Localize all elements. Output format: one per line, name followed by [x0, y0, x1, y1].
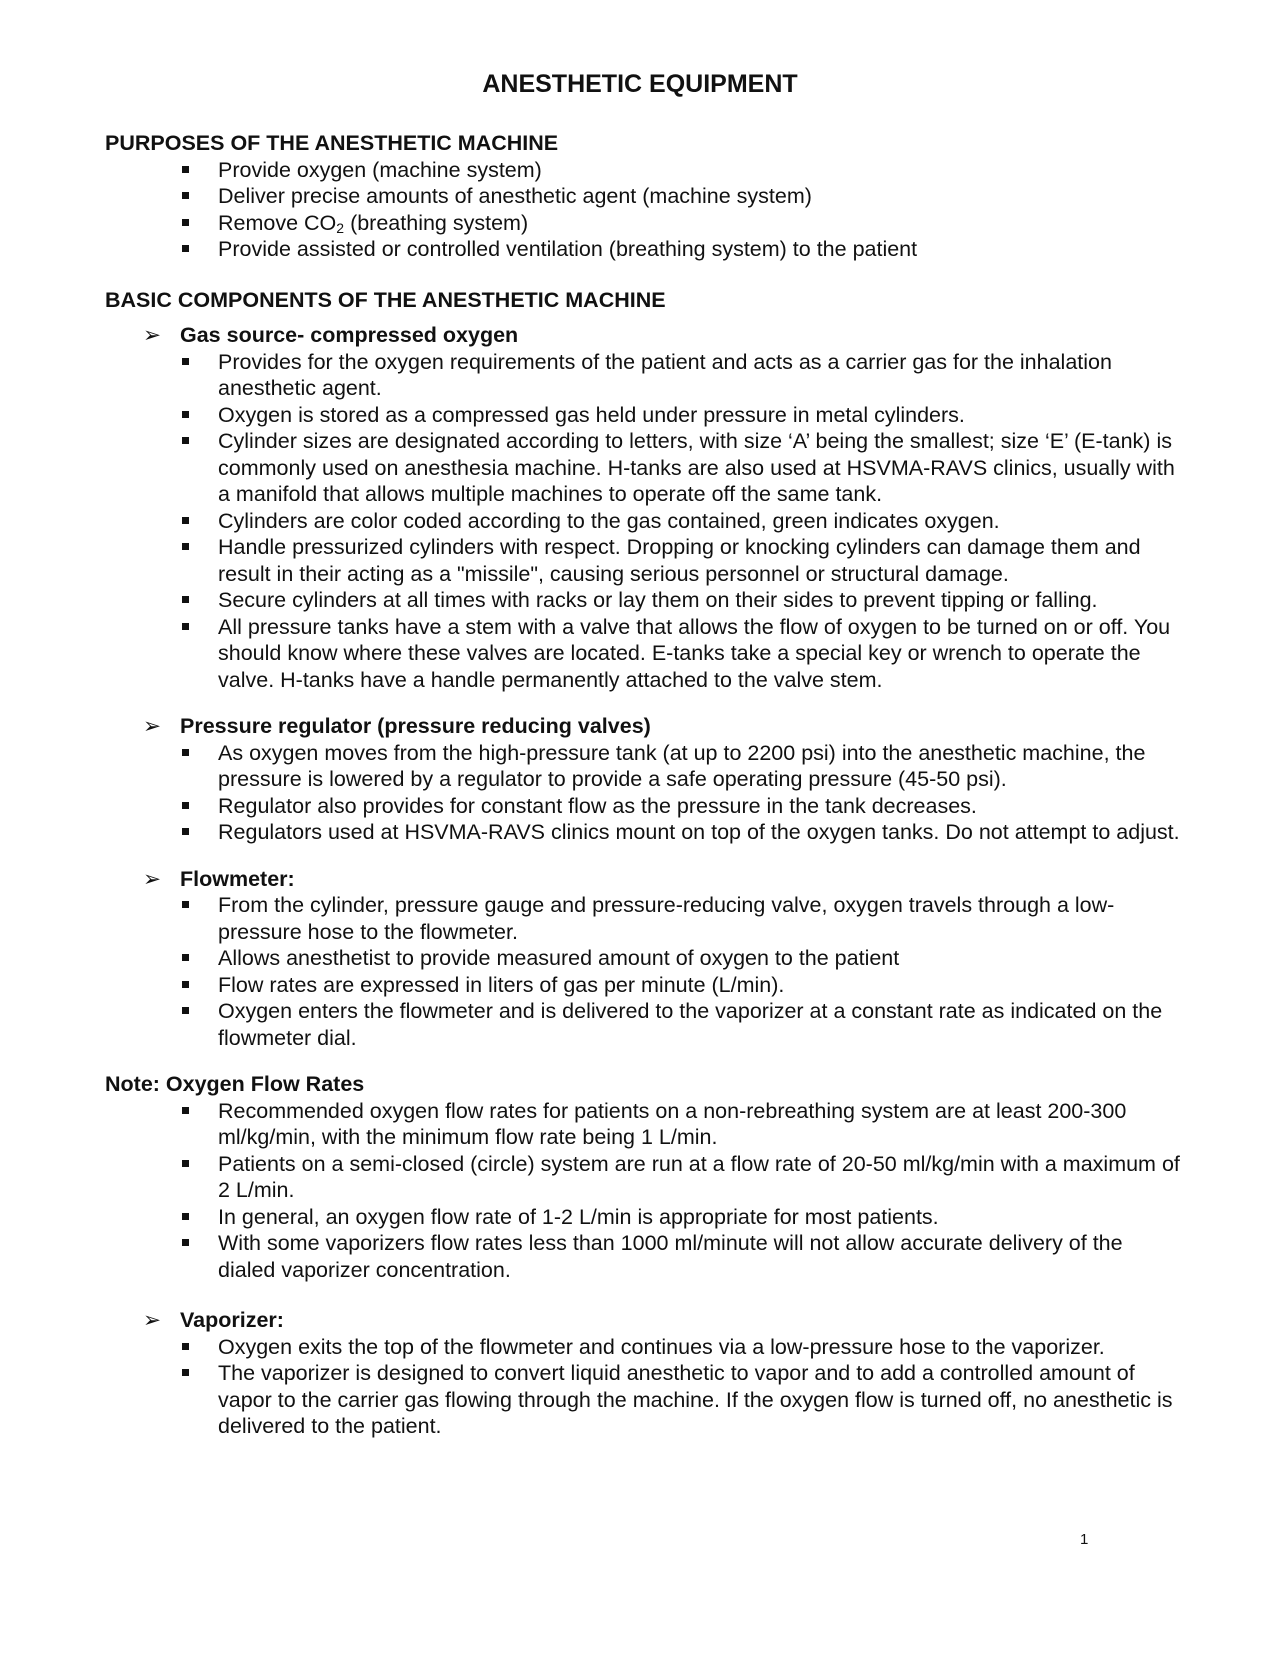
arrow-bullet-icon: ➢: [143, 866, 162, 891]
subsection-title-flowmeter: ➢ Flowmeter:: [143, 866, 295, 891]
page-number: 1: [1080, 1531, 1089, 1548]
list-item: All pressure tanks have a stem with a valve that allows the flow of oxygen to be turned on or off. You should know where these valves are located. E-tanks take a special key or wrench to operate the valve. H-tanks have a handle permanently attached to the valve stem.: [105, 614, 1185, 694]
square-bullet-icon: [182, 517, 189, 524]
square-bullet-icon: [182, 219, 189, 226]
square-bullet-icon: [182, 749, 189, 756]
arrow-bullet-icon: ➢: [143, 1308, 162, 1332]
square-bullet-icon: [182, 411, 189, 418]
square-bullet-icon: [182, 543, 189, 550]
list-item: Flow rates are expressed in liters of gas per minute (L/min).: [105, 972, 1185, 999]
list-item: As oxygen moves from the high-pressure tank (at up to 2200 psi) into the anesthetic machine, the pressure is lowered by a regulator to provide a safe operating pressure (45-50 psi).: [105, 740, 1185, 793]
subsection-title-vaporizer: ➢ Vaporizer:: [143, 1308, 284, 1332]
list-item: With some vaporizers flow rates less than 1000 ml/minute will not allow accurate delivery of the dialed vaporizer concentration.: [105, 1230, 1185, 1283]
list-item: Oxygen exits the top of the flowmeter and continues via a low-pressure hose to the vaporizer.: [105, 1334, 1185, 1361]
square-bullet-icon: [182, 1107, 189, 1114]
square-bullet-icon: [182, 1160, 189, 1167]
list-item: Cylinder sizes are designated according to letters, with size ‘A’ being the smallest; size ‘E’ (E-tank) is commonly used on anesthesia machine. H-tanks are also used at HSVMA-RAVS clinics, usually with a manifold that allows multiple machines to operate off the same tank.: [105, 428, 1185, 508]
gas-source-list: [105, 349, 1185, 694]
purposes-list: [105, 157, 1185, 263]
arrow-bullet-icon: ➢: [143, 323, 162, 347]
square-bullet-icon: [182, 166, 189, 173]
regulator-list: [105, 740, 1185, 846]
list-item: Recommended oxygen flow rates for patients on a non-rebreathing system are at least 200-300 ml/kg/min, with the minimum flow rate being 1 L/min.: [105, 1098, 1185, 1151]
list-item: Cylinders are color coded according to the gas contained, green indicates oxygen.: [105, 508, 1185, 535]
arrow-bullet-icon: ➢: [143, 714, 162, 738]
note-list: [105, 1098, 1185, 1284]
square-bullet-icon: [182, 358, 189, 365]
page-title: ANESTHETIC EQUIPMENT: [482, 70, 798, 98]
square-bullet-icon: [182, 192, 189, 199]
square-bullet-icon: [182, 1007, 189, 1014]
list-item: Oxygen enters the flowmeter and is delivered to the vaporizer at a constant rate as indicated on the flowmeter dial.: [105, 998, 1185, 1051]
square-bullet-icon: [182, 1239, 189, 1246]
list-item: Deliver precise amounts of anesthetic agent (machine system): [105, 183, 1185, 210]
list-item: In general, an oxygen flow rate of 1-2 L/min is appropriate for most patients.: [105, 1204, 1185, 1231]
list-item: Provide oxygen (machine system): [105, 157, 1185, 184]
square-bullet-icon: [182, 245, 189, 252]
square-bullet-icon: [182, 981, 189, 988]
square-bullet-icon: [182, 954, 189, 961]
list-item: Remove $CO_2$ (breathing system): [105, 210, 1185, 237]
list-item: Secure cylinders at all times with racks or lay them on their sides to prevent tipping or falling.: [105, 587, 1185, 614]
list-item: The vaporizer is designed to convert liquid anesthetic to vapor and to add a controlled amount of vapor to the carrier gas flowing through the machine. If the oxygen flow is turned off, no anesthetic is delivered to the patient.: [105, 1360, 1185, 1440]
section-heading-note: Note: Oxygen Flow Rates: [105, 1072, 365, 1096]
list-item: From the cylinder, pressure gauge and pressure-reducing valve, oxygen travels through a low-pressure hose to the flowmeter.: [105, 892, 1185, 945]
square-bullet-icon: [182, 828, 189, 835]
square-bullet-icon: [182, 623, 189, 630]
square-bullet-icon: [182, 437, 189, 444]
square-bullet-icon: [182, 901, 189, 908]
square-bullet-icon: [182, 1343, 189, 1350]
co2-subscript: 2: [336, 219, 345, 236]
subsection-title-pressure-regulator: ➢ Pressure regulator (pressure reducing valves): [143, 714, 651, 738]
subsection-title-gas-source: ➢ Gas source- compressed oxygen: [143, 323, 519, 347]
square-bullet-icon: [182, 1369, 189, 1376]
list-item: Handle pressurized cylinders with respect. Dropping or knocking cylinders can damage them and result in their acting as a "missile", causing serious personnel or structural damage.: [105, 534, 1185, 587]
flowmeter-list: [105, 892, 1185, 1051]
list-item: Regulators used at HSVMA-RAVS clinics mount on top of the oxygen tanks. Do not attempt to adjust.: [105, 819, 1185, 846]
section-heading-basic-components: BASIC COMPONENTS OF THE ANESTHETIC MACHINE: [105, 287, 666, 312]
square-bullet-icon: [182, 802, 189, 809]
document-body: [105, 130, 1185, 1440]
list-item: Provides for the oxygen requirements of the patient and acts as a carrier gas for the inhalation anesthetic agent.: [105, 349, 1185, 402]
list-item: Allows anesthetist to provide measured amount of oxygen to the patient: [105, 945, 1185, 972]
list-item: Regulator also provides for constant flow as the pressure in the tank decreases.: [105, 793, 1185, 820]
vaporizer-list: [105, 1334, 1185, 1440]
square-bullet-icon: [182, 596, 189, 603]
list-item: Provide assisted or controlled ventilation (breathing system) to the patient: [105, 236, 1185, 263]
list-item: Oxygen is stored as a compressed gas held under pressure in metal cylinders.: [105, 402, 1185, 429]
square-bullet-icon: [182, 1213, 189, 1220]
section-heading-purposes: PURPOSES OF THE ANESTHETIC MACHINE: [105, 131, 559, 155]
list-item: Patients on a semi-closed (circle) system are run at a flow rate of 20-50 ml/kg/min with a maximum of 2 L/min.: [105, 1151, 1185, 1204]
